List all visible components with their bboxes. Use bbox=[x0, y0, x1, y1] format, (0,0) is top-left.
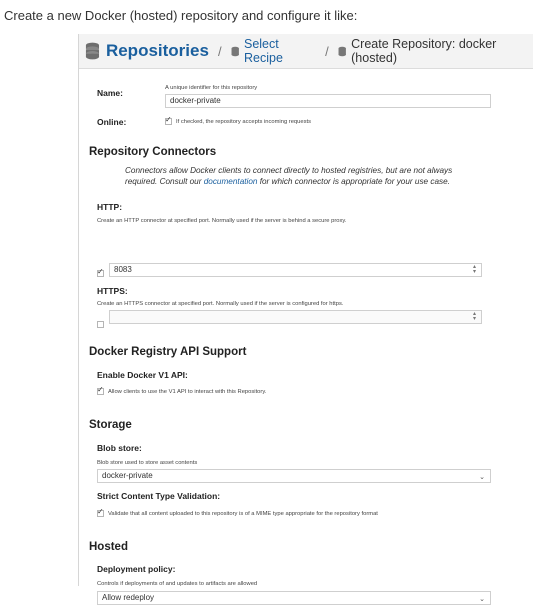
strict-validation-label: Strict Content Type Validation: bbox=[97, 491, 221, 501]
docker-api-section-title: Docker Registry API Support bbox=[89, 346, 247, 358]
strict-validation-checkbox-row[interactable] bbox=[97, 507, 378, 517]
http-port-value: 8083 bbox=[114, 265, 132, 274]
https-checkbox[interactable] bbox=[97, 321, 104, 328]
checkmark-icon: ✓ bbox=[97, 507, 104, 516]
name-input[interactable]: docker-private bbox=[165, 94, 491, 108]
blob-store-value: docker-private bbox=[102, 471, 153, 480]
chevron-down-icon: ⌄ bbox=[479, 474, 485, 481]
page-title[interactable]: Repositories bbox=[105, 41, 209, 60]
https-help: Create an HTTPS connector at specified port. Normally used if the server is configured for https. bbox=[97, 301, 344, 307]
strict-validation-checkbox[interactable] bbox=[97, 507, 104, 517]
https-checkbox-wrap bbox=[97, 315, 104, 333]
storage-section-title: Storage bbox=[89, 419, 132, 431]
docker-v1-checkbox-row[interactable] bbox=[97, 385, 267, 395]
intro-text: Create a new Docker (hosted) repository and configure it like: bbox=[4, 8, 358, 23]
http-label: HTTP: bbox=[97, 202, 123, 212]
documentation-link[interactable]: documentation bbox=[203, 177, 258, 186]
connectors-description-text-end: for which connector is appropriate for your use case. bbox=[257, 177, 450, 186]
online-checkbox[interactable] bbox=[165, 115, 172, 125]
http-port-input[interactable] bbox=[109, 263, 482, 277]
deployment-policy-select[interactable] bbox=[97, 591, 491, 605]
database-icon bbox=[231, 46, 239, 57]
checkmark-icon: ✓ bbox=[97, 267, 104, 276]
hosted-section-title: Hosted bbox=[89, 541, 128, 553]
checkmark-icon: ✓ bbox=[97, 385, 104, 394]
blob-store-label: Blob store: bbox=[97, 443, 142, 453]
strict-validation-text: Validate that all content uploaded to this repository is of a MIME type appropriate for the repository format bbox=[108, 510, 378, 517]
connectors-description bbox=[125, 165, 465, 187]
http-checkbox-wrap bbox=[97, 267, 104, 285]
stepper-icon[interactable]: ▴ ▾ bbox=[472, 264, 476, 275]
docker-v1-checkbox-text: Allow clients to use the V1 API to interact with this Repository. bbox=[108, 388, 267, 395]
online-checkbox-row[interactable] bbox=[165, 115, 312, 125]
name-label: Name: bbox=[97, 88, 123, 98]
breadcrumb-separator: / bbox=[217, 43, 222, 59]
online-checkbox-text: If checked, the repository accepts incoming requests bbox=[176, 118, 312, 125]
chevron-down-icon: ⌄ bbox=[479, 596, 485, 603]
deployment-policy-help: Controls if deployments of and updates to artifacts are allowed bbox=[97, 581, 258, 587]
connectors-section-title: Repository Connectors bbox=[89, 146, 217, 158]
docker-v1-checkbox[interactable] bbox=[97, 385, 104, 395]
breadcrumb-separator: / bbox=[325, 43, 329, 59]
stepper-icon[interactable]: ▴ ▾ bbox=[472, 311, 476, 322]
blob-store-help: Blob store used to store asset contents bbox=[97, 460, 198, 466]
http-checkbox[interactable] bbox=[97, 267, 104, 277]
database-icon bbox=[85, 41, 100, 61]
name-help: A unique identifier for this repository bbox=[165, 85, 258, 91]
docker-v1-label: Enable Docker V1 API: bbox=[97, 370, 188, 380]
https-port-input[interactable] bbox=[109, 310, 482, 324]
checkmark-icon: ✓ bbox=[165, 115, 172, 124]
blob-store-select[interactable] bbox=[97, 469, 491, 483]
deployment-policy-value: Allow redeploy bbox=[102, 593, 155, 602]
breadcrumb-select-recipe[interactable]: Select Recipe bbox=[243, 37, 283, 65]
create-repository-panel bbox=[78, 34, 533, 603]
online-label: Online: bbox=[97, 117, 127, 127]
https-label: HTTPS: bbox=[97, 286, 128, 296]
connectors-description-text: Connectors allow Docker clients to connect directly to hosted registries, but are not always required. Consult our bbox=[125, 166, 453, 186]
breadcrumb-current: Create Repository: docker (hosted) bbox=[351, 37, 497, 65]
http-help: Create an HTTP connector at specified port. Normally used if the server is behind a secure proxy. bbox=[97, 218, 347, 224]
database-icon bbox=[338, 46, 346, 57]
deployment-policy-label: Deployment policy: bbox=[97, 564, 176, 574]
header-breadcrumb bbox=[79, 34, 533, 69]
